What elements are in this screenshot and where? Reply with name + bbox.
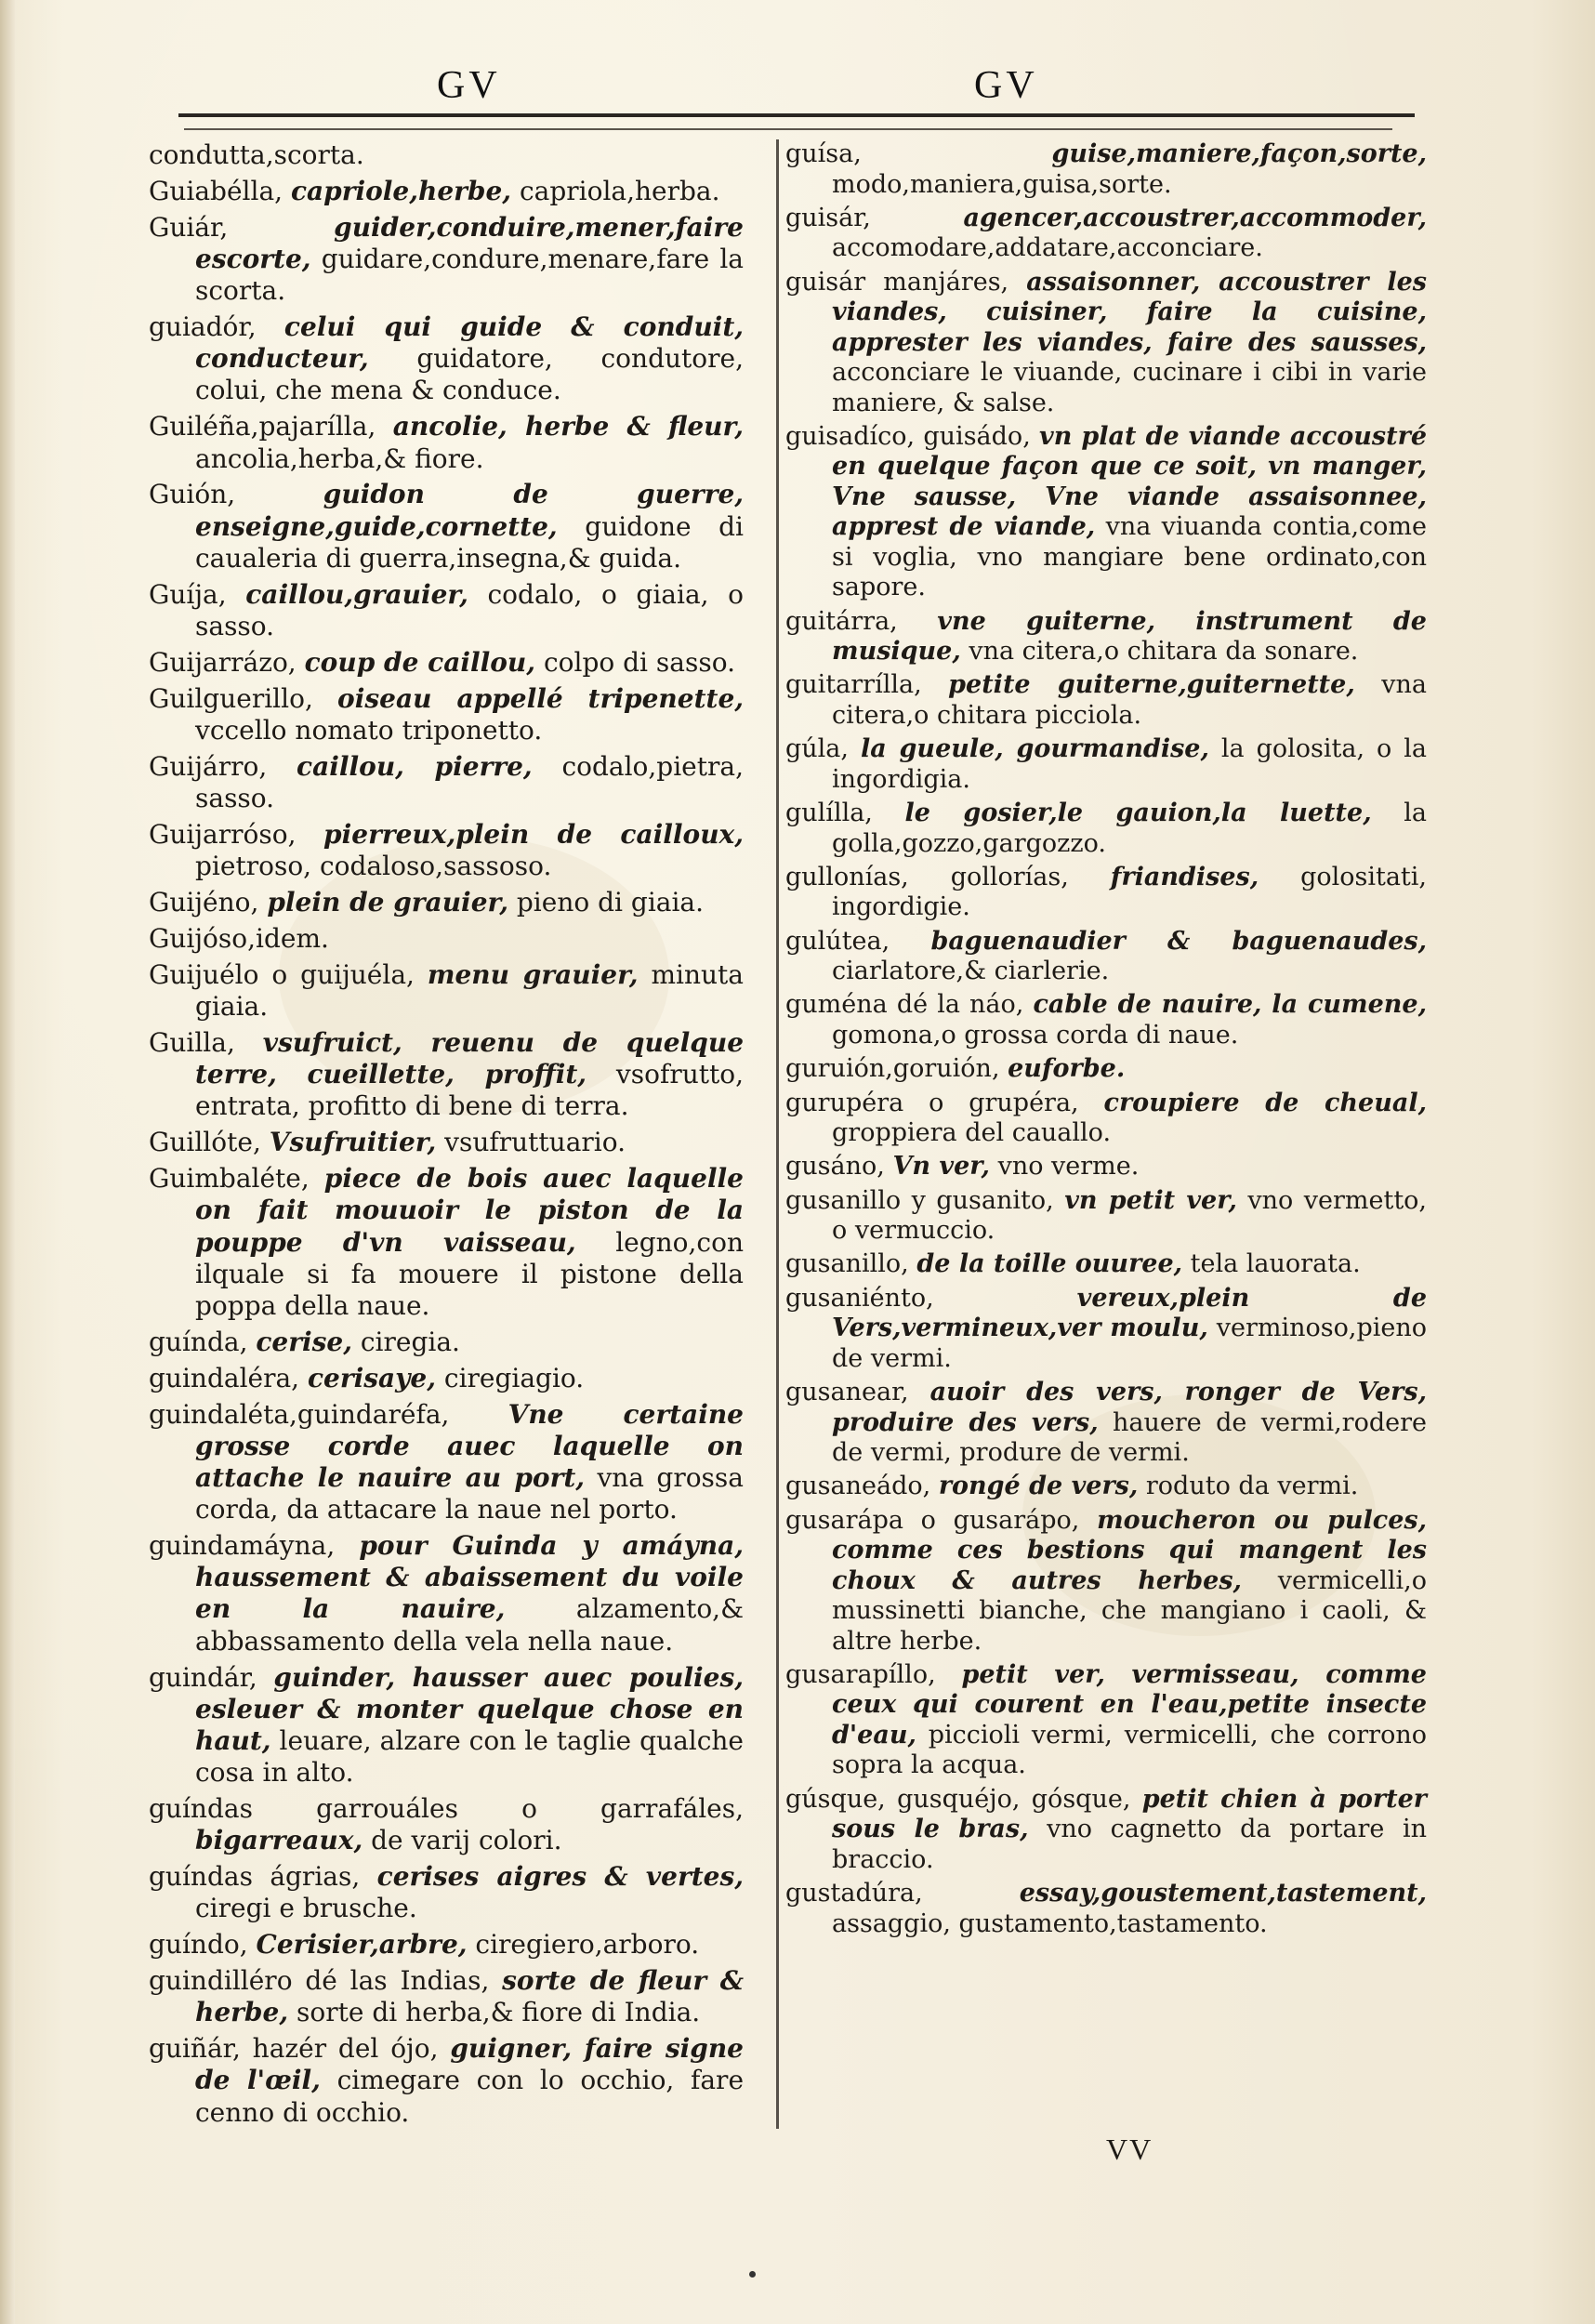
french-gloss: la gueule, gourmandise, [861,734,1209,764]
header-rule-thin [184,128,1392,130]
italian-gloss: vna citera,o chitara da sonare. [969,637,1359,667]
page-binding-edge [0,0,15,2324]
french-gloss: sorte de fleur & herbe, [195,1965,744,2028]
headword: guisadíco, guisádo, [785,421,1031,451]
italian-gloss: groppiera del cauallo. [832,1118,1112,1148]
french-gloss: menu grauier, [427,958,639,990]
dictionary-entry [149,139,744,171]
italian-gloss: roduto da vermi. [1145,1472,1359,1501]
headword: gusanear, [785,1378,909,1407]
dictionary-entry [785,799,1427,859]
italian-gloss: vna viuanda contia,come si voglia, vno mangiare bene ordinato,con sapore. [832,512,1427,602]
dictionary-entry [149,1027,744,1123]
french-gloss: oiseau appellé tripenette, [337,682,745,714]
french-gloss: pierreux,plein de cailloux, [323,818,744,850]
dictionary-entry [149,1163,744,1322]
dictionary-entry [785,990,1427,1050]
french-gloss: ancolie, herbe & fleur, [392,411,744,442]
dictionary-entry [149,411,744,474]
dictionary-entry [785,1660,1427,1781]
running-head-left: GV [437,64,501,107]
headword: Guión, [149,479,236,510]
french-gloss: Vn ver, [892,1152,990,1182]
running-head-right: GV [974,64,1038,107]
headword: guindilléro dé las Indias, [149,1965,490,1997]
dictionary-entry [149,1363,744,1394]
french-gloss: cerise, [256,1326,352,1357]
left-column [149,139,744,2133]
french-gloss: guigner, faire signe de l'œil, [195,2033,744,2096]
dictionary-entry [785,863,1427,923]
headword: guíndas ágrias, [149,1861,361,1893]
headword: gulútea, [785,926,890,956]
dictionary-entry [785,607,1427,667]
italian-gloss: leuare, alzare con le taglie qualche cosa in alto. [195,1724,744,1789]
french-gloss: friandises, [1110,862,1259,891]
dictionary-entry [149,647,744,679]
french-gloss: essay,goustement,tastement, [1019,1879,1427,1908]
dictionary-entry [785,422,1427,603]
french-gloss: rongé de vers, [938,1472,1139,1501]
italian-gloss: cimegare con lo occhio, fare cenno di occhio. [195,2065,745,2128]
headword: Guijóso,idem. [149,922,329,954]
french-gloss: Cerisier,arbre, [256,1929,468,1961]
italian-gloss: golositati, ingordigie. [832,862,1427,922]
dictionary-entry [149,212,744,308]
headword: Guijárro, [149,750,268,782]
headword: Guillóte, [149,1127,261,1158]
dictionary-entry [149,311,744,407]
headword: guindaléra, [149,1362,300,1393]
dictionary-entry [785,1472,1427,1502]
headword: gúla, [785,734,849,764]
italian-gloss: modo,maniera,guisa,sorte. [832,169,1172,199]
italian-gloss: vsofrutto, entrata, profitto di bene di terra. [195,1059,744,1122]
french-gloss: Vne certaine grosse corde auec laquelle on attache le nauire au port, [195,1398,744,1493]
italian-gloss: vna citera,o chitara picciola. [832,670,1427,730]
french-gloss: plein de grauier, [267,887,508,918]
headword: guíndas garrouáles o garrafáles, [149,1793,744,1825]
dictionary-entry [785,1506,1427,1657]
italian-gloss: vna grossa corda, da attacare la naue nel porto. [195,1461,744,1525]
headword: guisár, [785,203,871,232]
italian-gloss: vno verme. [997,1152,1140,1182]
headword: gurupéra o grupéra, [785,1088,1079,1117]
headword: gusarápa o gusarápo, [785,1505,1080,1535]
dictionary-entry [149,1662,744,1789]
french-gloss: coup de caillou, [304,646,536,678]
french-gloss: piece de bois auec laquelle on fait mouuoir le piston de la pouppe d'vn vaisseau, [195,1163,744,1258]
dictionary-entry [149,1861,744,1924]
headword: gusanillo, [785,1249,909,1279]
headword: Guilla, [149,1026,235,1058]
dictionary-entry [149,1793,744,1856]
headword: guiadór, [149,311,257,343]
italian-gloss: ciarlatore,& ciarlerie. [832,957,1110,986]
italian-gloss: vno cagnetto da portare in braccio. [832,1815,1427,1874]
dictionary-entry [149,1327,744,1358]
dictionary-entry [149,479,744,574]
headword: gúsque, gusquéjo, gósque, [785,1784,1131,1814]
dictionary-entry [785,204,1427,264]
italian-gloss: ciregiero,arboro. [475,1929,700,1961]
dictionary-entry [785,1186,1427,1247]
headword: gusáno, [785,1152,885,1182]
italian-gloss: tela lauorata. [1190,1249,1361,1279]
headword: Guiár, [149,211,229,243]
dictionary-entry [785,1879,1427,1939]
right-column [785,139,1427,1943]
french-gloss: le gosier,le gauion,la luette, [904,799,1372,828]
italian-gloss: vno vermetto, o vermuccio. [832,1185,1428,1246]
header-rule [178,113,1415,117]
italian-gloss: la golosita, o la ingordigia. [832,734,1428,794]
dictionary-entry [149,959,744,1023]
italian-gloss: guidatore, condutore, colui, che mena & conduce. [195,343,744,406]
italian-gloss: colpo di sasso. [543,646,735,678]
french-gloss: agencer,accoustrer,accommoder, [963,203,1427,232]
dictionary-entry [785,139,1427,200]
italian-gloss: minuta giaia. [195,958,745,1023]
headword: Guiabélla, [149,175,283,206]
italian-gloss: verminoso,pieno de vermi. [832,1314,1427,1373]
italian-gloss: accomodare,addatare,acconciare. [832,233,1263,263]
french-gloss: petit ver, vermisseau, comme ceux qui courent en l'eau,petite insecte d'eau, [832,1659,1427,1750]
french-gloss: caillou, pierre, [297,750,533,782]
ink-dot [749,2271,756,2278]
headword: guindamáyna, [149,1530,336,1562]
headword: Guimbaléte, [149,1163,310,1195]
dictionary-entry [149,683,744,746]
italian-gloss: gomona,o grossa corda di naue. [832,1020,1239,1050]
french-gloss: de la toille ouuree, [916,1249,1183,1279]
dictionary-entry [785,1152,1427,1182]
italian-gloss: assaggio, gustamento,tastamento. [832,1908,1268,1938]
french-gloss: croupiere de cheual, [1103,1088,1427,1117]
headword: Guilguerillo, [149,682,313,714]
french-gloss: vn plat de viande accoustré en quelque façon que ce soit, vn manger, Vne sausse, Vne viande assaisonnee, apprest de viande, [832,421,1427,542]
headword: gustadúra, [785,1879,923,1908]
dictionary-entry [149,819,744,882]
italian-gloss: la golla,gozzo,gargozzo. [832,799,1427,858]
italian-gloss: piccioli vermi, vermicelli, che corrono sopra la acqua. [832,1720,1427,1780]
headword: Guijarróso, [149,818,297,850]
dictionary-entry [785,1785,1427,1876]
italian-gloss: ciregiagio. [443,1362,585,1393]
french-gloss: vsufruict, reuenu de quelque terre, cueillette, proffit, [195,1026,745,1090]
dictionary-entry [149,1965,744,2028]
italian-gloss: vermicelli,o mussinetti bianche, che mangiano i caoli, & altre herbe. [832,1565,1427,1656]
headword: guísa, [785,139,862,168]
french-gloss: euforbe. [1008,1054,1126,1084]
headword: Guiléña,pajarílla, [149,411,376,442]
italian-gloss: codalo,pietra, sasso. [195,750,744,814]
page-header [184,58,1411,132]
dictionary-entry [785,1054,1427,1085]
french-gloss: cable de nauire, la cumene, [1033,990,1427,1020]
french-gloss: moucheron ou pulces, comme ces bestions qui mangent les choux & autres herbes, [832,1505,1427,1595]
italian-gloss: guidare,condure,menare,fare la scorta. [195,243,744,307]
dictionary-entry [149,2033,744,2129]
headword: gullonías, gollorías, [785,862,1069,891]
dictionary-entry [785,734,1427,795]
dictionary-entry [149,579,744,642]
italian-gloss: vsufruttuario. [444,1127,626,1158]
french-gloss: baguenaudier & baguenaudes, [930,926,1427,956]
french-gloss: guise,maniere,façon,sorte, [1051,139,1427,168]
french-gloss: petit chien à porter sous le bras, [832,1784,1427,1844]
french-gloss: caillou,grauier, [245,578,468,610]
headword: Guijéno, [149,887,259,918]
headword: guindár, [149,1661,257,1693]
dictionary-entry [785,670,1427,731]
french-gloss: bigarreaux, [195,1825,363,1856]
french-gloss: celui qui guide & conduit, conducteur, [195,311,745,375]
italian-gloss: ciregi e brusche. [195,1893,417,1924]
dictionary-entry [149,1127,744,1158]
headword: guitarrílla, [785,670,922,700]
french-gloss: guidon de guerre, enseigne,guide,cornette, [195,479,745,542]
italian-gloss: legno,con ilquale si fa mouere il pistone della poppa della naue. [195,1226,744,1321]
catchword: VV [1106,2133,1153,2166]
dictionary-entry [149,1530,744,1657]
dictionary-entry [785,1249,1427,1280]
headword: gusaneádo, [785,1472,931,1501]
french-gloss: vereux,plein de Vers,vermineux,ver moulu, [832,1283,1427,1343]
italian-gloss: sorte di herba,& fiore di India. [296,1997,701,2028]
headword: guiñár, hazér del ójo, [149,2033,439,2065]
dictionary-entry [785,927,1427,987]
french-gloss: capriole,herbe, [290,175,512,206]
dictionary-entry [149,1399,744,1526]
italian-gloss: capriola,herba. [519,175,720,206]
italian-gloss: ancolia,herba,& fiore. [195,442,484,474]
headword: guínda, [149,1326,248,1357]
french-gloss: auoir des vers, ronger de Vers, produire des vers, [832,1378,1427,1437]
italian-gloss: codalo, o giaia, o sasso. [195,578,745,641]
column-divider [776,139,779,2129]
french-gloss: cerises aigres & vertes, [376,1861,744,1893]
dictionary-entry [149,887,744,918]
headword: gusanillo y gusanito, [785,1185,1054,1215]
italian-gloss: vccello nomato triponetto. [195,714,543,746]
french-gloss: guider,conduire,mener,faire escorte, [195,211,744,274]
french-gloss: assaisonner, accoustrer les viandes, cuisiner, faire la cuisine, apprester les viandes, faire des sausses, [832,267,1427,357]
italian-gloss: de varij colori. [371,1825,562,1856]
french-gloss: Vsufruitier, [269,1127,437,1158]
french-gloss: vne guiterne, instrument de musique, [832,606,1427,667]
italian-gloss: acconciare le viuande, cucinare i cibi in varie maniere, & salse. [832,358,1427,417]
italian-gloss: alzamento,& abbassamento della vela nella naue. [195,1593,744,1657]
dictionary-entry [785,1378,1427,1469]
italian-gloss: pietroso, codaloso,sassoso. [195,851,552,882]
dictionary-entry [149,1929,744,1961]
headword: guitárra, [785,606,898,636]
headword: guíndo, [149,1929,248,1961]
italian-gloss: hauere de vermi,rodere de vermi, produre de vermi. [832,1407,1427,1468]
italian-gloss: condutta,scorta. [149,139,364,170]
french-gloss: pour Guinda y amáyna, haussement & abaissement du voile en la nauire, [195,1530,745,1625]
headword: gulílla, [785,799,873,828]
italian-gloss: ciregia. [360,1326,460,1357]
headword: Guíja, [149,578,227,610]
headword: guisár manjáres, [785,267,1009,297]
headword: gusaniénto, [785,1283,934,1313]
dictionary-entry [785,1089,1427,1149]
french-gloss: vn petit ver, [1064,1185,1237,1215]
dictionary-entry [149,923,744,955]
dictionary-entry [149,176,744,207]
dictionary-entry [785,1284,1427,1375]
headword: guména dé la náo, [785,990,1024,1020]
headword: Guijuélo o guijuéla, [149,958,415,990]
headword: Guijarrázo, [149,646,297,678]
headword: guruión,goruión, [785,1054,1000,1084]
italian-gloss: pieno di giaia. [516,887,705,918]
dictionary-entry [785,268,1427,419]
headword: guindaléta,guindaréfa, [149,1398,450,1430]
french-gloss: guinder, hausser auec poulies, esleuer & monter quelque chose en haut, [195,1661,744,1756]
french-gloss: cerisaye, [307,1362,436,1393]
italian-gloss: guidone di caualeria di guerra,insegna,& guida. [195,510,745,574]
headword: gusarapíllo, [785,1659,936,1689]
dictionary-entry [149,751,744,814]
french-gloss: petite guiterne,guiternette, [948,670,1355,700]
